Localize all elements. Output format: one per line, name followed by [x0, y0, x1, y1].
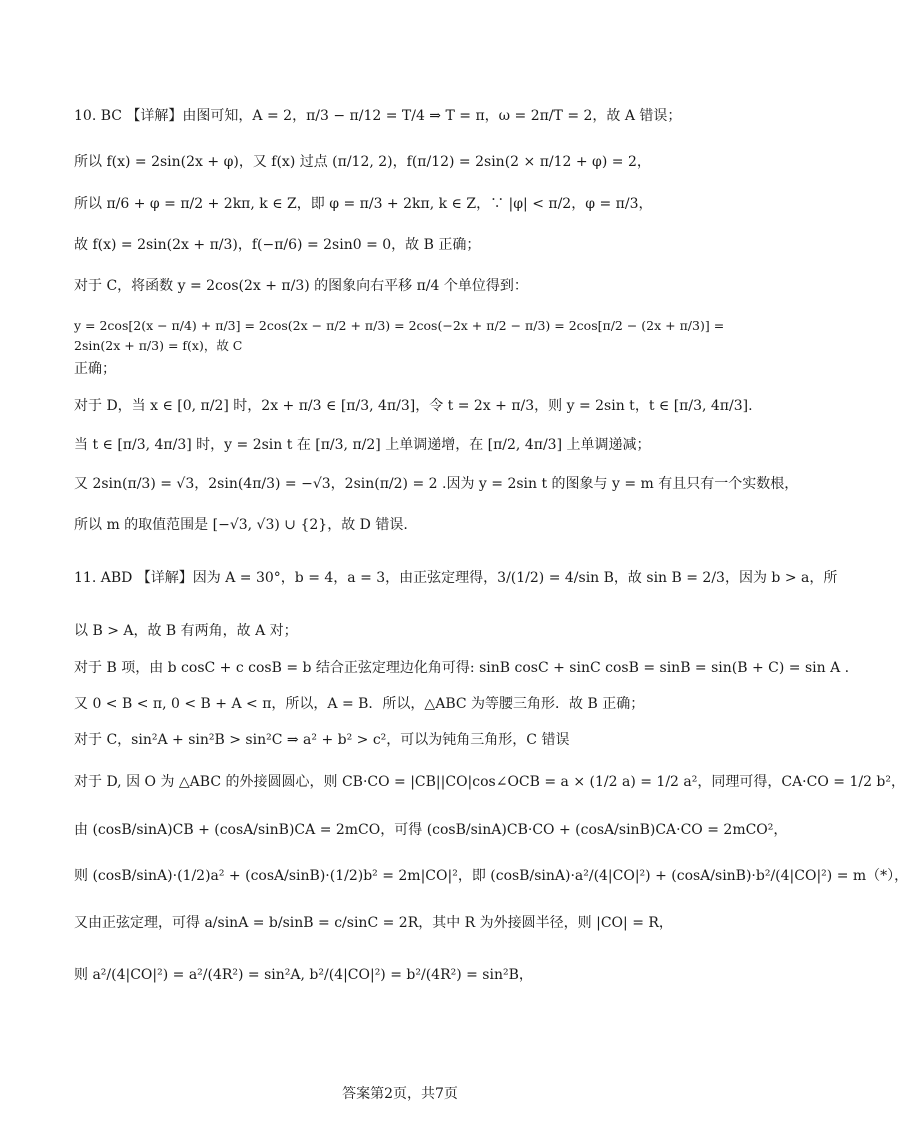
- solution-11-line-9: 又由正弦定理，可得 a/sinA = b/sinB = c/sinC = 2R，其中 R 为外接圆半径，则 |CO| = R，: [74, 915, 673, 931]
- solution-11-line-2: 以 B > A，故 B 有两角，故 A 对；: [74, 623, 298, 639]
- page-footer: 答案第2页，共7页: [342, 1086, 458, 1102]
- solution-10-line-5: 对于 C，将函数 y = 2cos(2x + π/3) 的图象向右平移 π/4 个单位得到：: [74, 278, 528, 294]
- solution-10-line-9: 当 t ∈ [π/3, 4π/3] 时，y = 2sin t 在 [π/3, π/2] 上单调递增，在 [π/2, 4π/3] 上单调递减；: [74, 437, 651, 453]
- solution-11-line-5: 对于 C，sin²A + sin²B > sin²C ⇒ a² + b² > c²，可以为钝角三角形，C 错误: [74, 732, 570, 748]
- solution-10-line-8: 对于 D，当 x ∈ [0, π/2] 时，2x + π/3 ∈ [π/3, 4π/3]，令 t = 2x + π/3，则 y = 2sin t，t ∈ [π/3, 4π/3].: [74, 398, 753, 414]
- solution-10-line-6: y = 2cos[2(x − π/4) + π/3] = 2cos(2x − π/2 + π/3) = 2cos(−2x + π/2 − π/3) = 2cos[π/2 − (2x + π/3)] = 2sin(2x + π/3) = f(x)，故 C: [74, 318, 725, 353]
- solution-10-line-7: 正确；: [74, 361, 116, 377]
- solution-10-line-4: 故 f(x) = 2sin(2x + π/3)，f(−π/6) = 2sin0 = 0，故 B 正确；: [74, 237, 481, 253]
- solution-11-line-3: 对于 B 项，由 b cosC + c cosB = b 结合正弦定理边化角可得: sinB cosC + sinC cosB = sinB = sin(B + C) = sin A .: [74, 660, 850, 676]
- solution-10-line-3: 所以 π/6 + φ = π/2 + 2kπ, k ∈ Z，即 φ = π/3 + 2kπ, k ∈ Z，∵ |φ| < π/2，φ = π/3，: [74, 196, 653, 212]
- solution-11-line-8: 则 (cosB/sinA)·(1/2)a² + (cosA/sinB)·(1/2)b² = 2m|CO|²，即 (cosB/sinA)·a²/(4|CO|²) + (cosA/sinB)·b²/(4|CO|²) = m（*），: [74, 868, 908, 884]
- solution-11-line-4: 又 0 < B < π, 0 < B + A < π，所以，A = B．所以，△ABC 为等腰三角形．故 B 正确；: [74, 696, 645, 712]
- solution-10-line-1: 10. BC 【详解】由图可知，A = 2，π/3 − π/12 = T/4 ⇒ T = π，ω = 2π/T = 2，故 A 错误；: [74, 108, 682, 124]
- solution-11-line-1: 11. ABD 【详解】因为 A = 30°，b = 4，a = 3，由正弦定理得，3/(1/2) = 4/sin B，故 sin B = 2/3，因为 b > a，所: [74, 570, 838, 586]
- solution-10-line-10: 又 2sin(π/3) = √3，2sin(4π/3) = −√3，2sin(π/2) = 2 .因为 y = 2sin t 的图象与 y = m 有且只有一个实数根，: [74, 476, 799, 492]
- solution-11-line-10: 则 a²/(4|CO|²) = a²/(4R²) = sin²A, b²/(4|CO|²) = b²/(4R²) = sin²B，: [74, 967, 533, 983]
- solution-11-line-6: 对于 D, 因 O 为 △ABC 的外接圆圆心，则 CB·CO = |CB||CO|cos∠OCB = a × (1/2 a) = 1/2 a²，同理可得，CA·CO = 1/2 b²，: [74, 774, 906, 790]
- solution-11-line-7: 由 (cosB/sinA)CB + (cosA/sinB)CA = 2mCO，可得 (cosB/sinA)CB·CO + (cosA/sinB)CA·CO = 2mCO²，: [74, 822, 788, 838]
- solution-10-line-11: 所以 m 的取值范围是 [−√3, √3) ∪ {2}，故 D 错误.: [74, 517, 408, 533]
- solution-10-line-2: 所以 f(x) = 2sin(2x + φ)，又 f(x) 过点 (π/12, 2)，f(π/12) = 2sin(2 × π/12 + φ) = 2，: [74, 154, 651, 170]
